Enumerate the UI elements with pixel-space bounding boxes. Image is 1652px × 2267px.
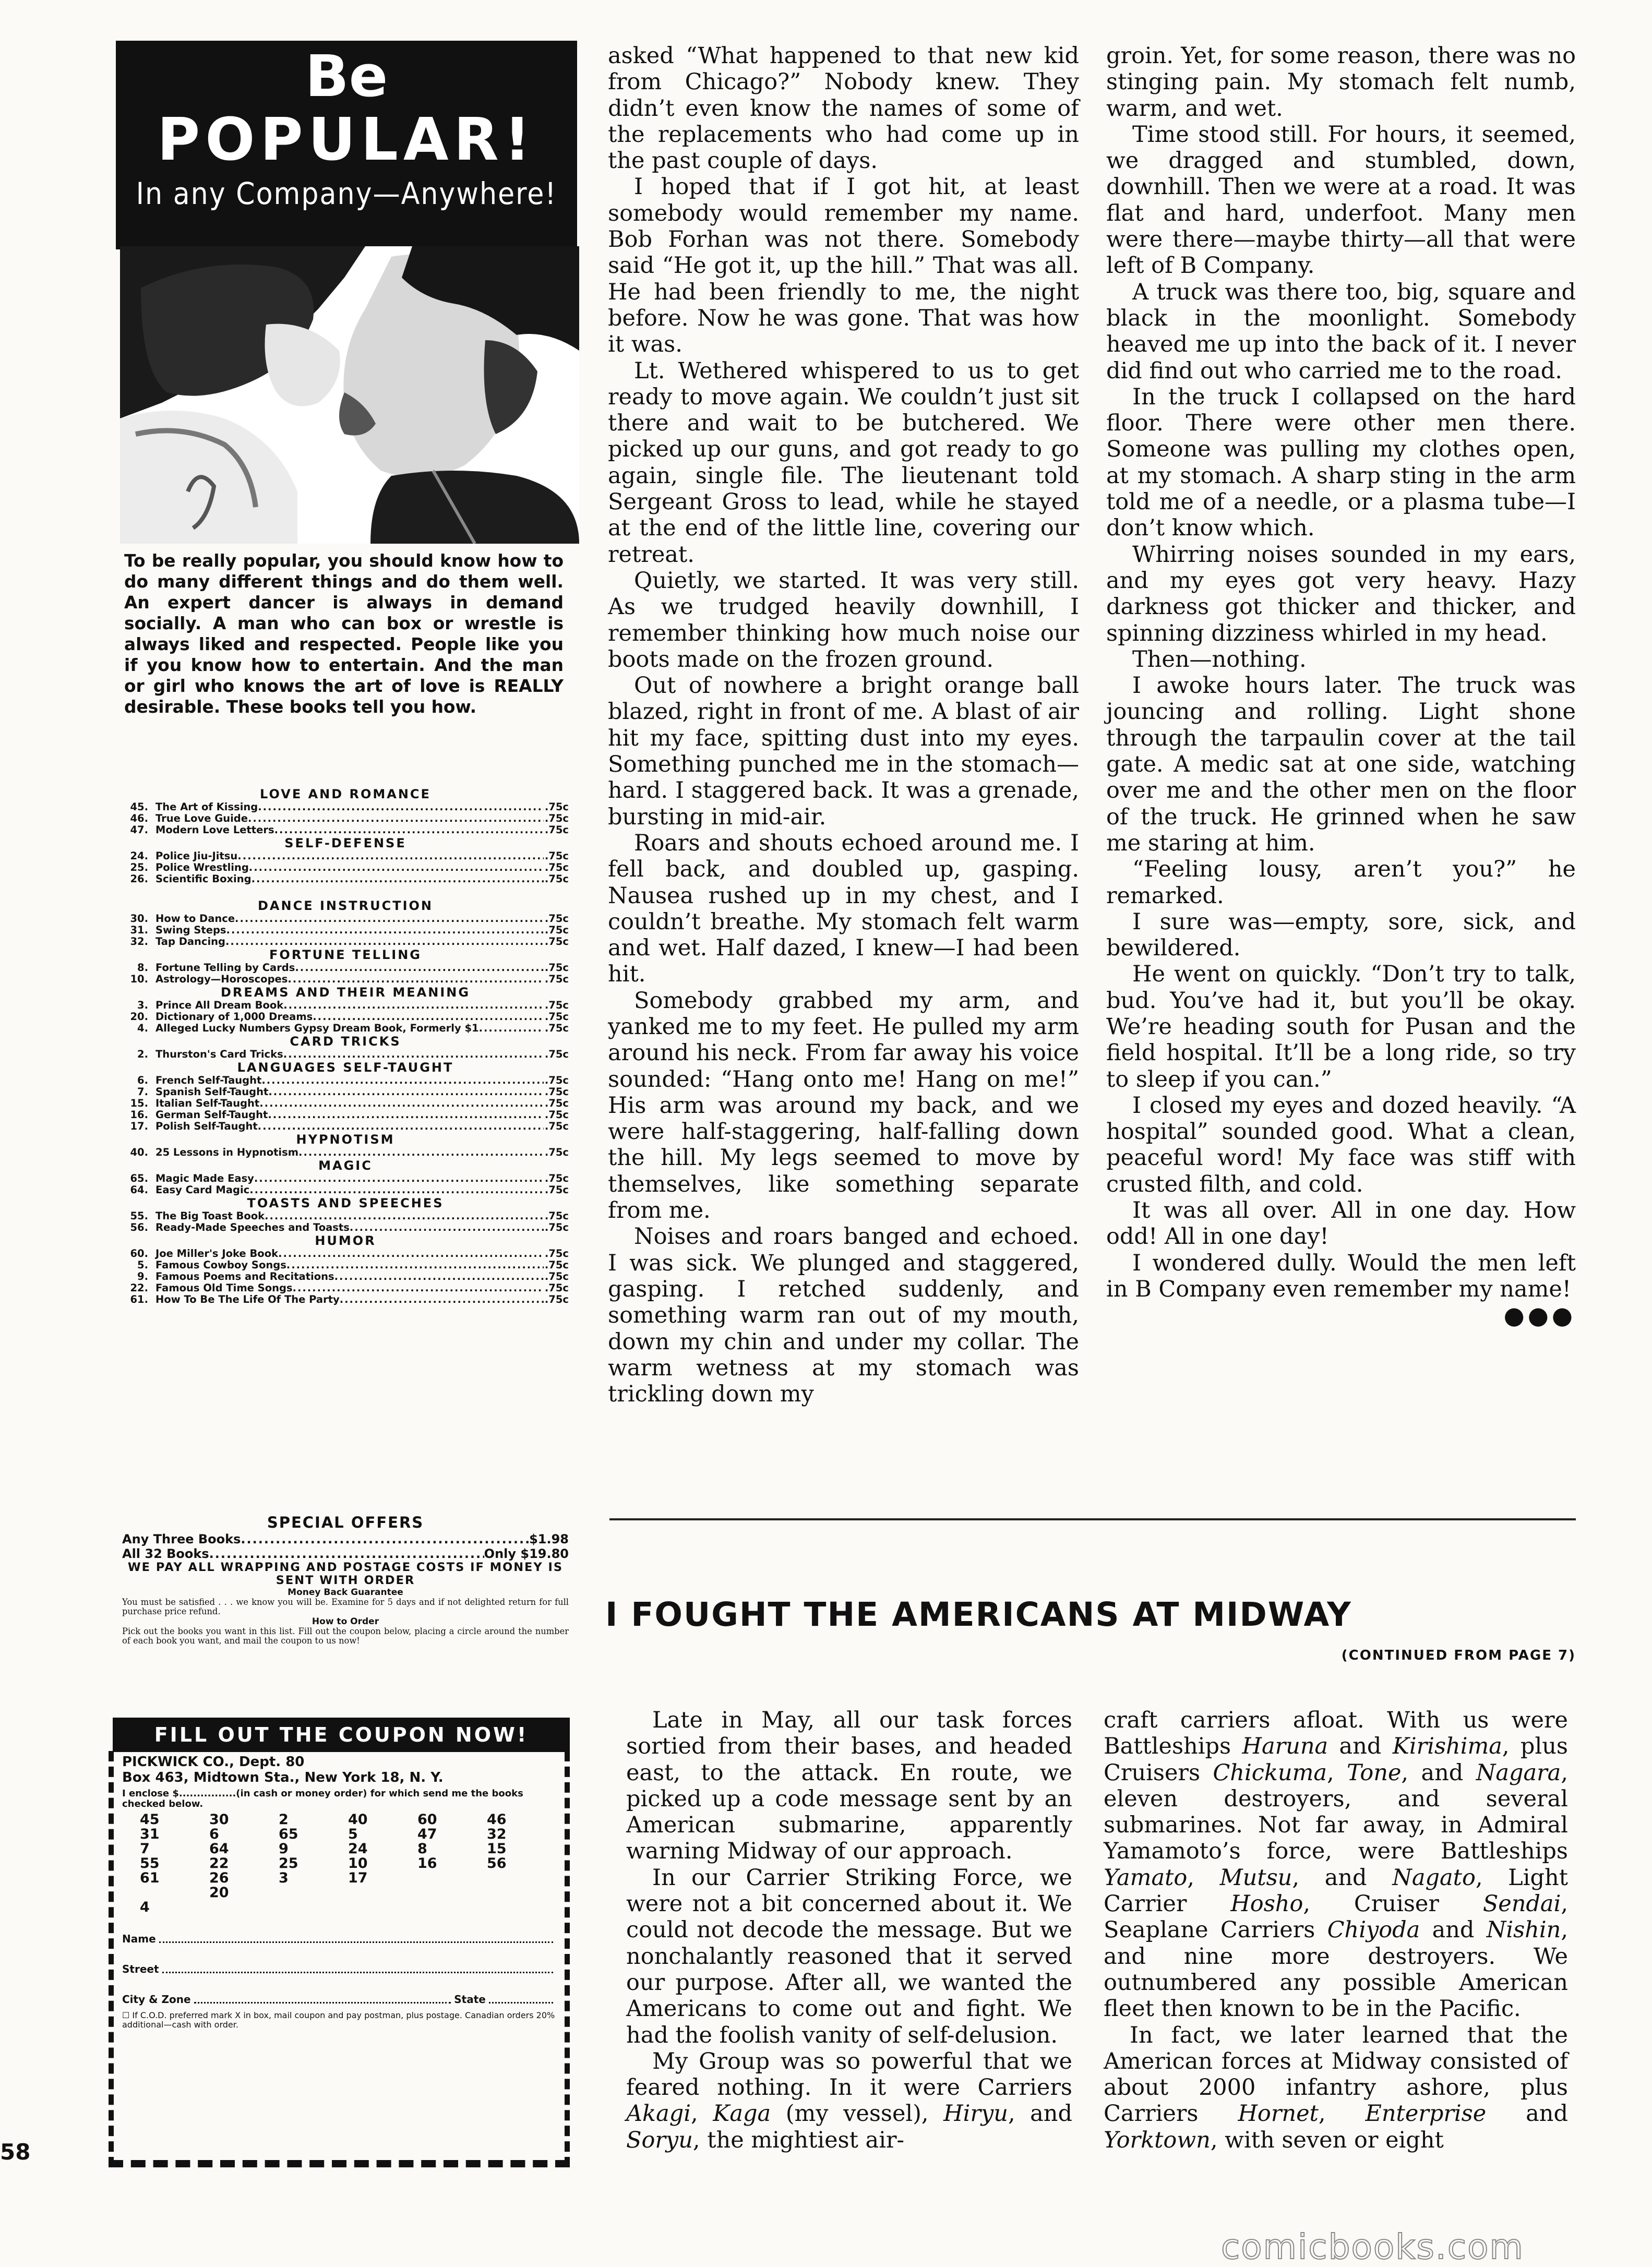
book-price: .75c [544, 1260, 569, 1271]
book-number: 56. [130, 1222, 148, 1233]
coupon-number[interactable]: 30 [209, 1812, 229, 1828]
book-price: .75c [544, 1184, 569, 1196]
story-paragraph: In fact, we later learned that the American forces at Midway consisted of about 2000 infantry ashore, plus Carriers Hornet, Enterprise and Yorktown, with seven or eight [1104, 2022, 1568, 2153]
coupon-number[interactable]: 25 [279, 1855, 298, 1872]
coupon-number[interactable]: 64 [209, 1841, 229, 1857]
book-number: 2. [137, 1049, 148, 1060]
coupon-number[interactable]: 4 [140, 1899, 150, 1915]
dot-leader [268, 1086, 544, 1098]
category-heading: LANGUAGES SELF-TAUGHT [237, 1060, 454, 1075]
coupon-number[interactable]: 10 [348, 1855, 368, 1872]
name-field[interactable] [122, 1933, 556, 1945]
book-price: .75c [544, 862, 569, 873]
book-list-item [122, 1260, 569, 1271]
book-price: .75c [544, 1000, 569, 1011]
coupon-number[interactable]: 3 [279, 1870, 289, 1886]
continued-note: (CONTINUED FROM PAGE 7) [1341, 1648, 1576, 1663]
dot-leader [249, 1184, 544, 1196]
guarantee-title: Money Back Guarantee [288, 1587, 403, 1598]
book-number: 10. [130, 974, 148, 985]
book-advertisement [0, 0, 579, 2260]
book-title: Magic Made Easy [155, 1173, 254, 1184]
special-offers-title: SPECIAL OFFERS [267, 1514, 424, 1531]
book-list-item [122, 813, 569, 824]
story-paragraph: I awoke hours later. The truck was jouncing and rolling. Light shone through the tarpaulin cover at the tail gate. A medic sat at one side, watching over me and the other men on the floor of the truck. He grinned when he saw me staring at him. [1106, 673, 1576, 856]
midway-headline: I FOUGHT THE AMERICANS AT MIDWAY [605, 1596, 1352, 1634]
page-number: 58 [0, 2139, 31, 2165]
coupon-number[interactable]: 7 [140, 1841, 150, 1857]
category-heading: DANCE INSTRUCTION [258, 898, 433, 913]
book-price: .75c [544, 913, 569, 925]
coupon-number[interactable] [279, 1886, 348, 1900]
midway-column-2 [1104, 1707, 1568, 2153]
book-list-item [122, 1271, 569, 1282]
book-price: .75c [544, 1147, 569, 1158]
book-price: .75c [544, 1086, 569, 1098]
category-heading: DREAMS AND THEIR MEANING [220, 985, 471, 1000]
coupon-number[interactable]: 46 [487, 1812, 507, 1828]
coupon-number[interactable] [487, 1871, 556, 1886]
category-heading: HYPNOTISM [296, 1132, 395, 1147]
book-list-item [122, 925, 569, 936]
coupon-banner: FILL OUT THE COUPON NOW! [113, 1718, 570, 1752]
coupon-number[interactable]: 24 [348, 1841, 368, 1857]
book-number: 45. [130, 801, 148, 813]
order-text: Pick out the books you want in this list. Fill out the coupon below, placing a circle around the number of each book you want, and mail the coupon to us now! [122, 1626, 569, 1646]
book-title: Dictionary of 1,000 Dreams [155, 1011, 313, 1023]
dot-leader [479, 1023, 544, 1034]
book-price: .75c [544, 813, 569, 824]
book-number: 5. [137, 1260, 148, 1271]
story-paragraph: Noises and roars banged and echoed. I was sick. We plunged and staggered, gasping. I retched suddenly, and something warm ran out of my mouth, down my chin and under my collar. The warm wetness at my stomach was trickling down my [608, 1224, 1079, 1408]
book-number: 25. [130, 862, 148, 873]
book-list-item [122, 1109, 569, 1121]
book-number: 31. [130, 925, 148, 936]
story-paragraph: In our Carrier Striking Force, we were not a bit concerned about it. We could not decode the message. But we nonchalantly reasoned that it served our purpose. After all, we wanted the Americans to come out and fight. We had the foolish vanity of self-delusion. [626, 1864, 1072, 2048]
book-price: .75c [544, 974, 569, 985]
midway-column-1 [626, 1707, 1072, 2153]
coupon-number[interactable]: 60 [417, 1812, 437, 1828]
book-title: Thurston's Card Tricks [155, 1049, 283, 1060]
coupon-number[interactable]: 8 [417, 1841, 427, 1857]
section-divider [609, 1518, 1576, 1520]
book-number: 40. [130, 1147, 148, 1158]
coupon-number[interactable]: 32 [487, 1826, 507, 1842]
dot-leader [268, 1109, 544, 1121]
book-list-item [122, 1098, 569, 1109]
story-paragraph: Time stood still. For hours, it seemed, we dragged and stumbled, down, downhill. Then we were at a road. It was flat and hard, underfoot. Many men were there—maybe thirty—all that were left of B Company. [1106, 121, 1576, 279]
story-paragraph: “Feeling lousy, aren’t you?” he remarked. [1106, 856, 1576, 909]
book-price: .75c [544, 962, 569, 974]
story-paragraph: I closed my eyes and dozed heavily. “A hospital” sounded good. What a clean, peaceful word! My face was stiff with crusted filth, and cold. [1106, 1092, 1576, 1197]
coupon-number[interactable]: 40 [348, 1812, 368, 1828]
book-title: Alleged Lucky Numbers Gypsy Dream Book, Formerly $1 [155, 1023, 479, 1034]
dot-leader [252, 873, 544, 885]
book-title: Easy Card Magic [155, 1184, 250, 1196]
coupon-number[interactable]: 2 [279, 1812, 289, 1828]
offer-price: Only $19.80 [484, 1546, 569, 1561]
story-column-2 [1106, 43, 1576, 1329]
coupon-number[interactable]: 9 [279, 1841, 289, 1857]
dot-leader [293, 1282, 544, 1294]
book-number: 46. [130, 813, 148, 824]
book-price: .75c [544, 1075, 569, 1086]
dot-leader [254, 1173, 544, 1184]
dot-leader [248, 813, 544, 824]
watermark: comicbooks.com [1221, 2227, 1524, 2267]
name-label: Name [122, 1933, 156, 1945]
book-title: Spanish Self-Taught [155, 1086, 269, 1098]
coupon-number[interactable]: 20 [209, 1885, 229, 1901]
book-list-item [122, 1294, 569, 1305]
dot-leader [261, 1075, 544, 1086]
dot-leader [295, 962, 544, 974]
book-number: 32. [130, 936, 148, 947]
book-price: .75c [544, 1109, 569, 1121]
dot-leader [225, 936, 544, 947]
book-price: .75c [544, 1173, 569, 1184]
book-list-item [122, 1023, 569, 1034]
coupon-number[interactable] [417, 1886, 487, 1900]
ad-header [116, 41, 577, 249]
book-title: French Self-Taught [155, 1075, 262, 1086]
book-price: .75c [544, 925, 569, 936]
coupon-number[interactable] [348, 1886, 417, 1900]
book-price: .75c [544, 1023, 569, 1034]
end-of-story-mark: ●●● [1503, 1301, 1576, 1330]
dot-leader [274, 824, 544, 836]
kissing-couple-illustration [120, 246, 579, 544]
book-price: .75c [544, 1121, 569, 1132]
book-title: The Art of Kissing [155, 801, 258, 813]
book-number: 55. [130, 1210, 148, 1222]
story-paragraph: groin. Yet, for some reason, there was no stinging pain. My stomach felt numb, warm, and wet. [1106, 43, 1576, 122]
ad-header-subtitle: In any Company—Anywhere! [136, 176, 557, 211]
book-list-item [122, 1210, 569, 1222]
book-number: 17. [130, 1121, 148, 1132]
book-number: 8. [137, 962, 148, 974]
book-title: Joe Miller's Joke Book [155, 1248, 279, 1260]
book-price: .75c [544, 1248, 569, 1260]
offer-price: $1.98 [529, 1532, 569, 1546]
book-title: German Self-Taught [155, 1109, 268, 1121]
book-title: Scientific Boxing [155, 873, 252, 885]
coupon-number[interactable]: 15 [487, 1841, 507, 1857]
book-list-item [122, 1173, 569, 1184]
coupon-number[interactable]: 61 [140, 1870, 160, 1886]
city-state-field[interactable] [122, 1993, 556, 2006]
coupon-number[interactable]: 45 [140, 1812, 160, 1828]
dot-leader [350, 1222, 544, 1233]
book-title: Tap Dancing [155, 936, 226, 947]
book-title: 25 Lessons in Hypnotism [155, 1147, 299, 1158]
order-coupon[interactable] [109, 1751, 570, 2167]
book-list-item [122, 1049, 569, 1060]
book-title: Modern Love Letters [155, 824, 274, 836]
coupon-address: Box 463, Midtown Sta., New York 18, N. Y. [122, 1770, 444, 1785]
story-paragraph: In the truck I collapsed on the hard floor. There were other men there. Someone was pulling my clothes open, at my stomach. A sharp sting in the arm told me of a needle, or a plasma tube—I don’t know which. [1106, 383, 1576, 542]
book-number: 24. [130, 850, 148, 862]
coupon-number[interactable]: 65 [279, 1826, 298, 1842]
story-paragraph: Roars and shouts echoed around me. I fell back, and doubled up, gasping. Nausea rushed up in my chest, and I couldn’t breathe. My stomach felt warm and wet. Half dazed, I knew—I had been hit. [608, 830, 1079, 988]
book-number: 61. [130, 1294, 148, 1305]
dot-leader [283, 1049, 544, 1060]
book-title: The Big Toast Book [155, 1210, 265, 1222]
book-number: 22. [130, 1282, 148, 1294]
book-title: How To Be The Life Of The Party [155, 1294, 340, 1305]
book-title: Italian Self-Taught [155, 1098, 260, 1109]
book-list-item [122, 1000, 569, 1011]
category-heading: HUMOR [315, 1233, 376, 1248]
cod-option[interactable]: ☐ If C.O.D. preferred mark X in box, mail coupon and pay postman, plus postage. Canadian orders 20% additional—cash with order. [122, 2010, 555, 2030]
guarantee-text: You must be satisfied . . . we know you will be. Examine for 5 days and if not delighted return for full purchase price refund. [122, 1597, 569, 1616]
story-column-1 [608, 43, 1079, 1407]
book-number: 64. [130, 1184, 148, 1196]
coupon-enclose-text: I enclose $................(in cash or money order) for which send me the books checked below. [122, 1788, 523, 1809]
book-price: .75c [544, 1294, 569, 1305]
dot-leader [265, 1210, 544, 1222]
book-number: 7. [137, 1086, 148, 1098]
offer-label: All 32 Books [122, 1546, 209, 1561]
story-paragraph: My Group was so powerful that we feared nothing. In it were Carriers Akagi, Kaga (my vessel), Hiryu, and Soryu, the mightiest air- [626, 2048, 1072, 2153]
coupon-number[interactable] [279, 1900, 348, 1915]
book-title: How to Dance [155, 913, 235, 925]
book-number: 16. [130, 1109, 148, 1121]
dot-leader [340, 1294, 544, 1305]
dot-leader [249, 862, 544, 873]
dot-leader [237, 850, 544, 862]
book-price: .75c [544, 1210, 569, 1222]
category-heading: FORTUNE TELLING [269, 947, 422, 962]
story-paragraph: Somebody grabbed my arm, and yanked me to my feet. He pulled my arm around his neck. From far away his voice sounded: “Hang onto me! Hang on me!” His arm was around my back, and we were half-staggering, half-falling down the hill. My legs seemed to move by themselves, like something separate from me. [608, 987, 1079, 1224]
postage-notice: WE PAY ALL WRAPPING AND POSTAGE COSTS IF MONEY IS SENT WITH ORDER [127, 1561, 564, 1587]
dot-leader [334, 1271, 544, 1282]
book-number: 6. [137, 1075, 148, 1086]
book-number: 65. [130, 1173, 148, 1184]
coupon-number[interactable]: 47 [417, 1826, 437, 1842]
dot-leader [258, 801, 544, 813]
book-price: .75c [544, 936, 569, 947]
dot-leader [235, 913, 544, 925]
book-list-item [122, 1011, 569, 1023]
story-paragraph: I sure was—empty, sore, sick, and bewildered. [1106, 908, 1576, 962]
book-title: Police Jiu-Jitsu [155, 850, 238, 862]
book-number: 20. [130, 1011, 148, 1023]
story-paragraph: craft carriers afloat. With us were Battleships Haruna and Kirishima, plus Cruisers Chickuma, Tone, and Nagara, eleven destroyers, and several submarines. Not far away, in Admiral Yamamoto’s force, were Battleships Yamato, Mutsu, and Nagato, Light Carrier Hosho, Cruiser Sendai, Seaplane Carriers Chiyoda and Nishin, and nine more destroyers. We outnumbered any possible American fleet then known to be in the Pacific. [1104, 1707, 1568, 2022]
book-list [122, 787, 569, 1305]
coupon-number[interactable] [487, 1886, 556, 1900]
book-list-item [122, 936, 569, 947]
book-title: True Love Guide [155, 813, 248, 824]
book-list-item [122, 1121, 569, 1132]
book-title: Famous Poems and Recitations [155, 1271, 334, 1282]
coupon-number[interactable]: 26 [209, 1870, 229, 1886]
story-paragraph: Then—nothing. [1132, 646, 1307, 673]
coupon-number[interactable] [417, 1900, 487, 1915]
book-title: Famous Cowboy Songs [155, 1260, 286, 1271]
story-paragraph: I hoped that if I got hit, at least somebody would remember my name. Bob Forhan was not there. Somebody said “He got it, up the hill.” That was all. He had been friendly to me, the night before. Now he was gone. That was how it was. [608, 174, 1079, 358]
city-label: City & Zone [122, 1993, 191, 2006]
offer-three-books [122, 1532, 569, 1546]
dot-leader [226, 925, 544, 936]
book-title: Ready-Made Speeches and Toasts [155, 1222, 350, 1233]
book-number: 4. [137, 1023, 148, 1034]
story-paragraph: Quietly, we started. It was very still. As we trudged heavily downhill, I remember thinking how much noise our boots made on the frozen ground. [608, 567, 1079, 673]
coupon-number[interactable]: 56 [487, 1855, 507, 1872]
book-price: .75c [544, 1282, 569, 1294]
category-heading: CARD TRICKS [290, 1034, 401, 1049]
story-paragraph: Lt. Wethered whispered to us to get ready to move again. We couldn’t just sit there and wait to be butchered. We picked up our guns, and got ready to go again, single file. The lieutenant told Sergeant Gross to lead, while he stayed at the end of the little line, covering our retreat. [608, 357, 1079, 568]
book-price: .75c [544, 873, 569, 885]
offer-label: Any Three Books [122, 1532, 241, 1546]
story-paragraph: He went on quickly. “Don’t try to talk, bud. You’ve had it, but you’ll be okay. We’re heading south for Pusan and the field hospital. It’ll be a long ride, so try to sleep if you can.” [1106, 961, 1576, 1093]
book-price: .75c [544, 1098, 569, 1109]
coupon-number[interactable] [348, 1900, 417, 1915]
book-title: Police Wrestling [155, 862, 249, 873]
book-number: 15. [130, 1098, 148, 1109]
street-field[interactable] [122, 1963, 556, 1975]
ad-header-popular: POPULAR! [157, 106, 536, 174]
book-title: Swing Steps [155, 925, 226, 936]
coupon-number[interactable]: 55 [140, 1855, 160, 1872]
story-paragraph: Late in May, all our task forces sortied from their bases, and headed east, to the attack. En route, we picked up a code message sent by an American submarine, apparently warning Midway of our approach. [626, 1707, 1072, 1865]
book-number: 26. [130, 873, 148, 885]
book-list-item [122, 1075, 569, 1086]
book-number: 30. [130, 913, 148, 925]
order-title: How to Order [312, 1616, 379, 1627]
story-paragraph: Out of nowhere a bright orange ball blazed, right in front of me. A blast of air hit my face, spitting dust into my eyes. Something punched me in the stomach—hard. I staggered back. It was a grenade, bursting in mid-air. [608, 673, 1079, 830]
special-offers [122, 1513, 569, 1646]
book-title: Famous Old Time Songs [155, 1282, 293, 1294]
book-title: Polish Self-Taught [155, 1121, 258, 1132]
dot-leader [283, 1000, 544, 1011]
book-list-item [122, 913, 569, 925]
book-price: .75c [544, 1222, 569, 1233]
book-list-item [122, 1086, 569, 1098]
dot-leader [313, 1011, 544, 1023]
category-heading: SELF-DEFENSE [284, 836, 406, 850]
book-list-item [122, 801, 569, 813]
book-price: .75c [544, 850, 569, 862]
dot-leader [258, 1121, 544, 1132]
coupon-number[interactable]: 6 [209, 1826, 219, 1842]
category-heading: MAGIC [318, 1158, 373, 1173]
story-paragraph: A truck was there too, big, square and black in the moonlight. Somebody heaved me up into the back of it. I never did find out who carried me to the road. [1106, 279, 1576, 384]
coupon-number[interactable]: 31 [140, 1826, 160, 1842]
coupon-number[interactable]: 22 [209, 1855, 229, 1872]
story-paragraph: asked “What happened to that new kid from Chicago?” Nobody knew. They didn’t even know the names of some of the replacements who had come up in the past couple of days. [608, 43, 1079, 174]
book-list-item [122, 1147, 569, 1158]
book-title: Prince All Dream Book [155, 1000, 284, 1011]
dot-leader [298, 1147, 544, 1158]
kissing-couple-photo [120, 246, 579, 544]
story-paragraph: I wondered dully. Would the men left in B Company even remember my name! ●●● [1106, 1250, 1576, 1330]
book-price: .75c [544, 801, 569, 813]
book-list-item [122, 862, 569, 873]
dot-leader [286, 1260, 544, 1271]
ad-header-be: Be [305, 43, 388, 110]
ad-blurb: To be really popular, you should know how to do many different things and do them well. An expert dancer is always in demand socially. A man who can box or wrestle is always liked and respected. People like you if you know how to entertain. And the man or girl who knows the art of love is REALLY desirable. These books tell you how. [124, 551, 564, 717]
book-list-item [122, 873, 569, 885]
story-paragraph: Whirring noises sounded in my ears, and my eyes got very heavy. Hazy darkness got thicker and thicker, and spinning dizziness whirled in my head. [1106, 541, 1576, 646]
book-title: Astrology—Horoscopes [155, 974, 288, 985]
book-list-item [122, 974, 569, 985]
book-list-item [122, 850, 569, 862]
book-list-item [122, 1184, 569, 1196]
category-heading: TOASTS AND SPEECHES [247, 1196, 444, 1210]
coupon-company: PICKWICK CO., Dept. 80 [122, 1754, 305, 1770]
book-list-item [122, 1282, 569, 1294]
book-price: .75c [544, 824, 569, 836]
offer-all-books [122, 1546, 569, 1561]
dot-leader [259, 1098, 544, 1109]
book-list-item [122, 962, 569, 974]
book-number: 47. [130, 824, 148, 836]
book-price: .75c [544, 1049, 569, 1060]
street-label: Street [122, 1963, 159, 1975]
book-list-item [122, 824, 569, 836]
dot-leader [278, 1248, 544, 1260]
story-paragraph: It was all over. All in one day. How odd! All in one day! [1106, 1197, 1576, 1250]
coupon-number[interactable] [140, 1886, 209, 1900]
coupon-number[interactable] [209, 1900, 279, 1915]
book-list-item [122, 1248, 569, 1260]
dot-leader [288, 974, 544, 985]
book-price: .75c [544, 1011, 569, 1023]
category-heading: LOVE AND ROMANCE [260, 787, 431, 801]
coupon-number[interactable] [417, 1871, 487, 1886]
coupon-book-numbers[interactable] [122, 1813, 556, 1915]
book-number: 9. [137, 1271, 148, 1282]
coupon-number[interactable]: 5 [348, 1826, 358, 1842]
book-number: 60. [130, 1248, 148, 1260]
coupon-number[interactable]: 16 [417, 1855, 437, 1872]
state-label: State [454, 1993, 486, 2006]
book-number: 3. [137, 1000, 148, 1011]
coupon-number[interactable]: 17 [348, 1870, 368, 1886]
book-list-item [122, 1222, 569, 1233]
book-title: Fortune Telling by Cards [155, 962, 295, 974]
book-price: .75c [544, 1271, 569, 1282]
